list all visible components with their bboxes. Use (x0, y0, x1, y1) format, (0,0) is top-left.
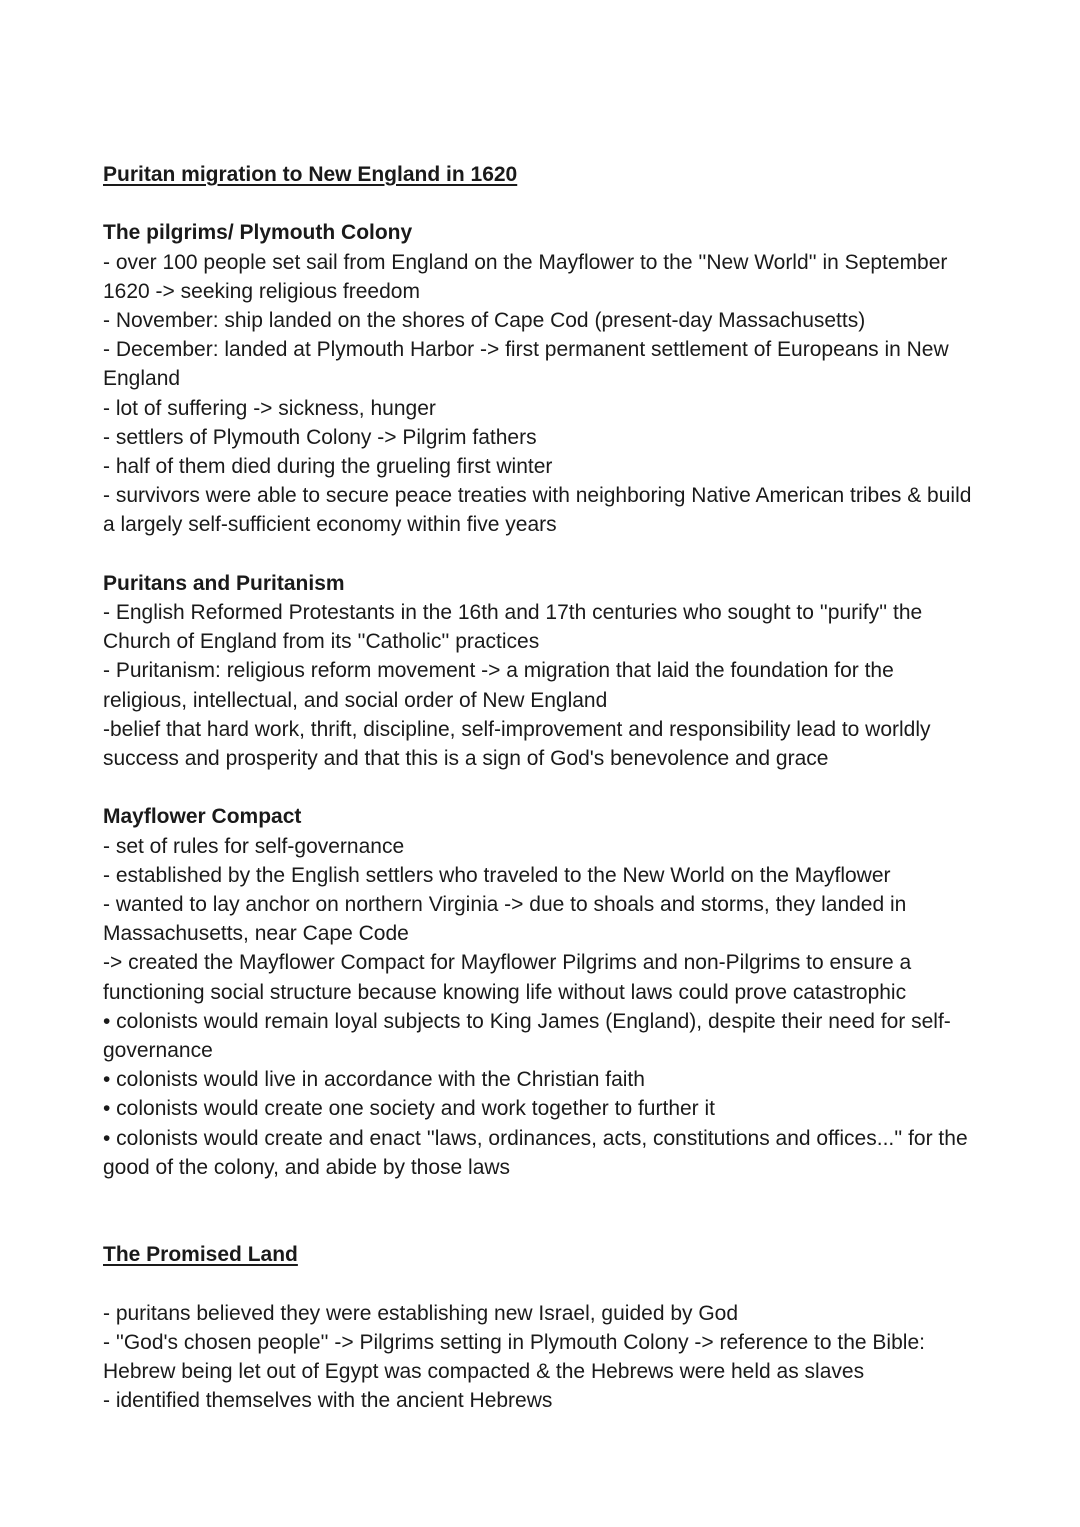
section-mayflower-compact (103, 802, 983, 1182)
bullet-line: • colonists would remain loyal subjects to King James (England), despite their need for self-governance (103, 1009, 951, 1063)
bullet-line: - identified themselves with the ancient Hebrews (103, 1389, 553, 1413)
page-title: Puritan migration to New England in 1620 (103, 163, 518, 186)
section-heading: Puritans and Puritanism (103, 571, 345, 595)
section-heading: Mayflower Compact (103, 805, 302, 829)
section-puritanism (103, 569, 983, 773)
bullet-line: - November: ship landed on the shores of Cape Cod (present-day Massachusetts) (103, 308, 866, 332)
section-promised-land (103, 1240, 983, 1415)
document-page (103, 160, 983, 1416)
spacer (103, 773, 983, 802)
bullet-line: - settlers of Plymouth Colony -> Pilgrim fathers (103, 425, 537, 449)
bullet-line: - English Reformed Protestants in the 16th and 17th centuries who sought to ''purify'' the Church of England from its ''Catholic'' practices (103, 601, 923, 654)
bullet-line: - established by the English settlers who traveled to the New World on the Mayflower (103, 863, 891, 887)
spacer (103, 540, 983, 569)
bullet-line: - Puritanism: religious reform movement -> a migration that laid the foundation for the religious, intellectual, and social order of New England (103, 659, 894, 712)
bullet-line: - survivors were able to secure peace treaties with neighboring Native American tribes & build a largely self-sufficient economy within five years (103, 484, 972, 537)
section-title-underlined: The Promised Land (103, 1243, 298, 1267)
section-heading: The pilgrims/ Plymouth Colony (103, 221, 413, 245)
bullet-line: - over 100 people set sail from England on the Mayflower to the ''New World'' in September 1620 -> seeking religious freedom (103, 250, 948, 303)
bullet-line: - half of them died during the grueling first winter (103, 455, 553, 478)
bullet-line: - ''God's chosen people'' -> Pilgrims setting in Plymouth Colony -> reference to the Bible: Hebrew being let out of Egypt was compacted & the Hebrews were held as slaves (103, 1331, 925, 1384)
bullet-line: - set of rules for self-governance (103, 834, 405, 858)
bullet-line: - wanted to lay anchor on northern Virginia -> due to shoals and storms, they landed in Massachusetts, near Cape Code (103, 893, 907, 946)
spacer (103, 1182, 983, 1240)
bullet-line: • colonists would create one society and work together to further it (103, 1097, 716, 1121)
spacer (103, 189, 983, 218)
section-pilgrims (103, 218, 983, 539)
spacer (103, 1270, 983, 1299)
bullet-line: • colonists would create and enact ''laws, ordinances, acts, constitutions and offices...'' for the good of the colony, and abide by those laws (103, 1126, 968, 1179)
bullet-line: - puritans believed they were establishing new Israel, guided by God (103, 1301, 739, 1325)
bullet-line: - lot of suffering -> sickness, hunger (103, 396, 436, 420)
bullet-line: -> created the Mayflower Compact for Mayflower Pilgrims and non-Pilgrims to ensure a functioning social structure because knowing life without laws could prove catastrophic (103, 951, 912, 1004)
bullet-line: - December: landed at Plymouth Harbor -> first permanent settlement of Europeans in New England (103, 338, 949, 391)
bullet-line: • colonists would live in accordance with the Christian faith (103, 1068, 645, 1092)
bullet-line: -belief that hard work, thrift, discipline, self-improvement and responsibility lead to worldly success and prosperity and that this is a sign of God's benevolence and grace (103, 717, 931, 771)
